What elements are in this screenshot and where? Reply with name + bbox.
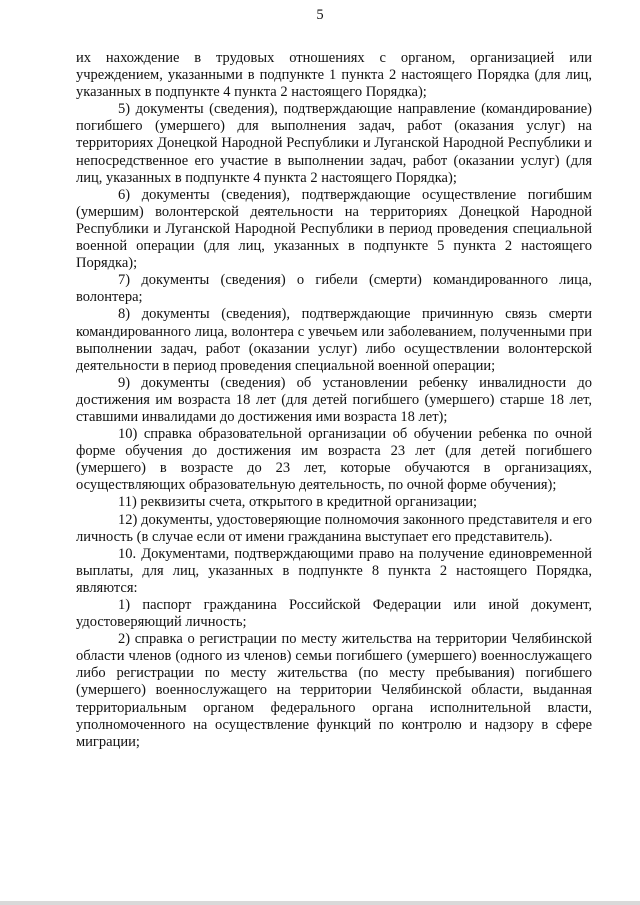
document-body (76, 50, 592, 751)
paragraph-item-5: 5) документы (сведения), подтверждающие направление (командирование) погибшего (умершего) для выполнения задач, работ (оказания услуг) на территориях Донецкой Народной Республики и Луганской Народной Республики и непосредственное его участие в выполнении задач, работ (оказании услуг) (для лиц, указанных в подпункте 4 пункта 2 настоящего Порядка); (76, 101, 592, 186)
paragraph-item-7: 7) документы (сведения) о гибели (смерти) командированного лица, волонтера; (76, 272, 592, 306)
paragraph-item-12: 12) документы, удостоверяющие полномочия законного представителя и его личность (в случае если от имени гражданина выступает его представитель). (76, 511, 592, 545)
page-number: 5 (316, 7, 324, 23)
paragraph-subitem-2: 2) справка о регистрации по месту жительства на территории Челябинской области членов (одного из членов) семьи погибшего (умершего) военнослужащего либо регистрации по месту жительства (по месту пребывания) погибшего (умершего) военнослужащего на территории Челябинской области, выданная территориальным органом федерального органа исполнительной власти, уполномоченного на осуществление функций по контролю и надзору в сфере миграции; (76, 631, 592, 750)
paragraph-item-9: 9) документы (сведения) об установлении ребенку инвалидности до достижения им возраста 18 лет (для детей погибшего (умершего) старше 18 лет, ставшими инвалидами до достижения ими возраста 18 лет); (76, 374, 592, 425)
paragraph-item-6: 6) документы (сведения), подтверждающие осуществление погибшим (умершим) волонтерской деятельности на территориях Донецкой Народной Республики и Луганской Народной Республики в период проведения специальной военной операции (для лиц, указанных в подпункте 5 пункта 2 настоящего Порядка); (76, 186, 592, 272)
paragraph-item-8: 8) документы (сведения), подтверждающие причинную связь смерти командированного лица, волонтера с увечьем или заболеванием, полученными при выполнении задач, работ (оказании услуг) либо осуществлении волонтерской деятельности в период проведения специальной военной операции; (76, 306, 592, 374)
page-bottom-edge (0, 901, 640, 905)
paragraph-section-10: 10. Документами, подтверждающими право на получение единовременной выплаты, для лиц, указанных в подпункте 8 пункта 2 настоящего Порядка, являются: (76, 545, 592, 596)
paragraph-subitem-1: 1) паспорт гражданина Российской Федерации или иной документ, удостоверяющий личность; (76, 597, 592, 631)
paragraph-item-10: 10) справка образовательной организации об обучении ребенка по очной форме обучения до достижения им возраста 23 лет (для детей погибшего (умершего) в возрасте до 23 лет, которые обучаются в организациях, осуществляющих образовательную деятельность, по очной форме обучения); (76, 426, 592, 494)
paragraph-item-11: 11) реквизиты счета, открытого в кредитной организации; (118, 494, 478, 511)
paragraph-continuation: их нахождение в трудовых отношениях с органом, организацией или учреждением, указанными в подпункте 1 пункта 2 настоящего Порядка (для лиц, указанных в подпункте 4 пункта 2 настоящего Порядка); (76, 50, 592, 101)
